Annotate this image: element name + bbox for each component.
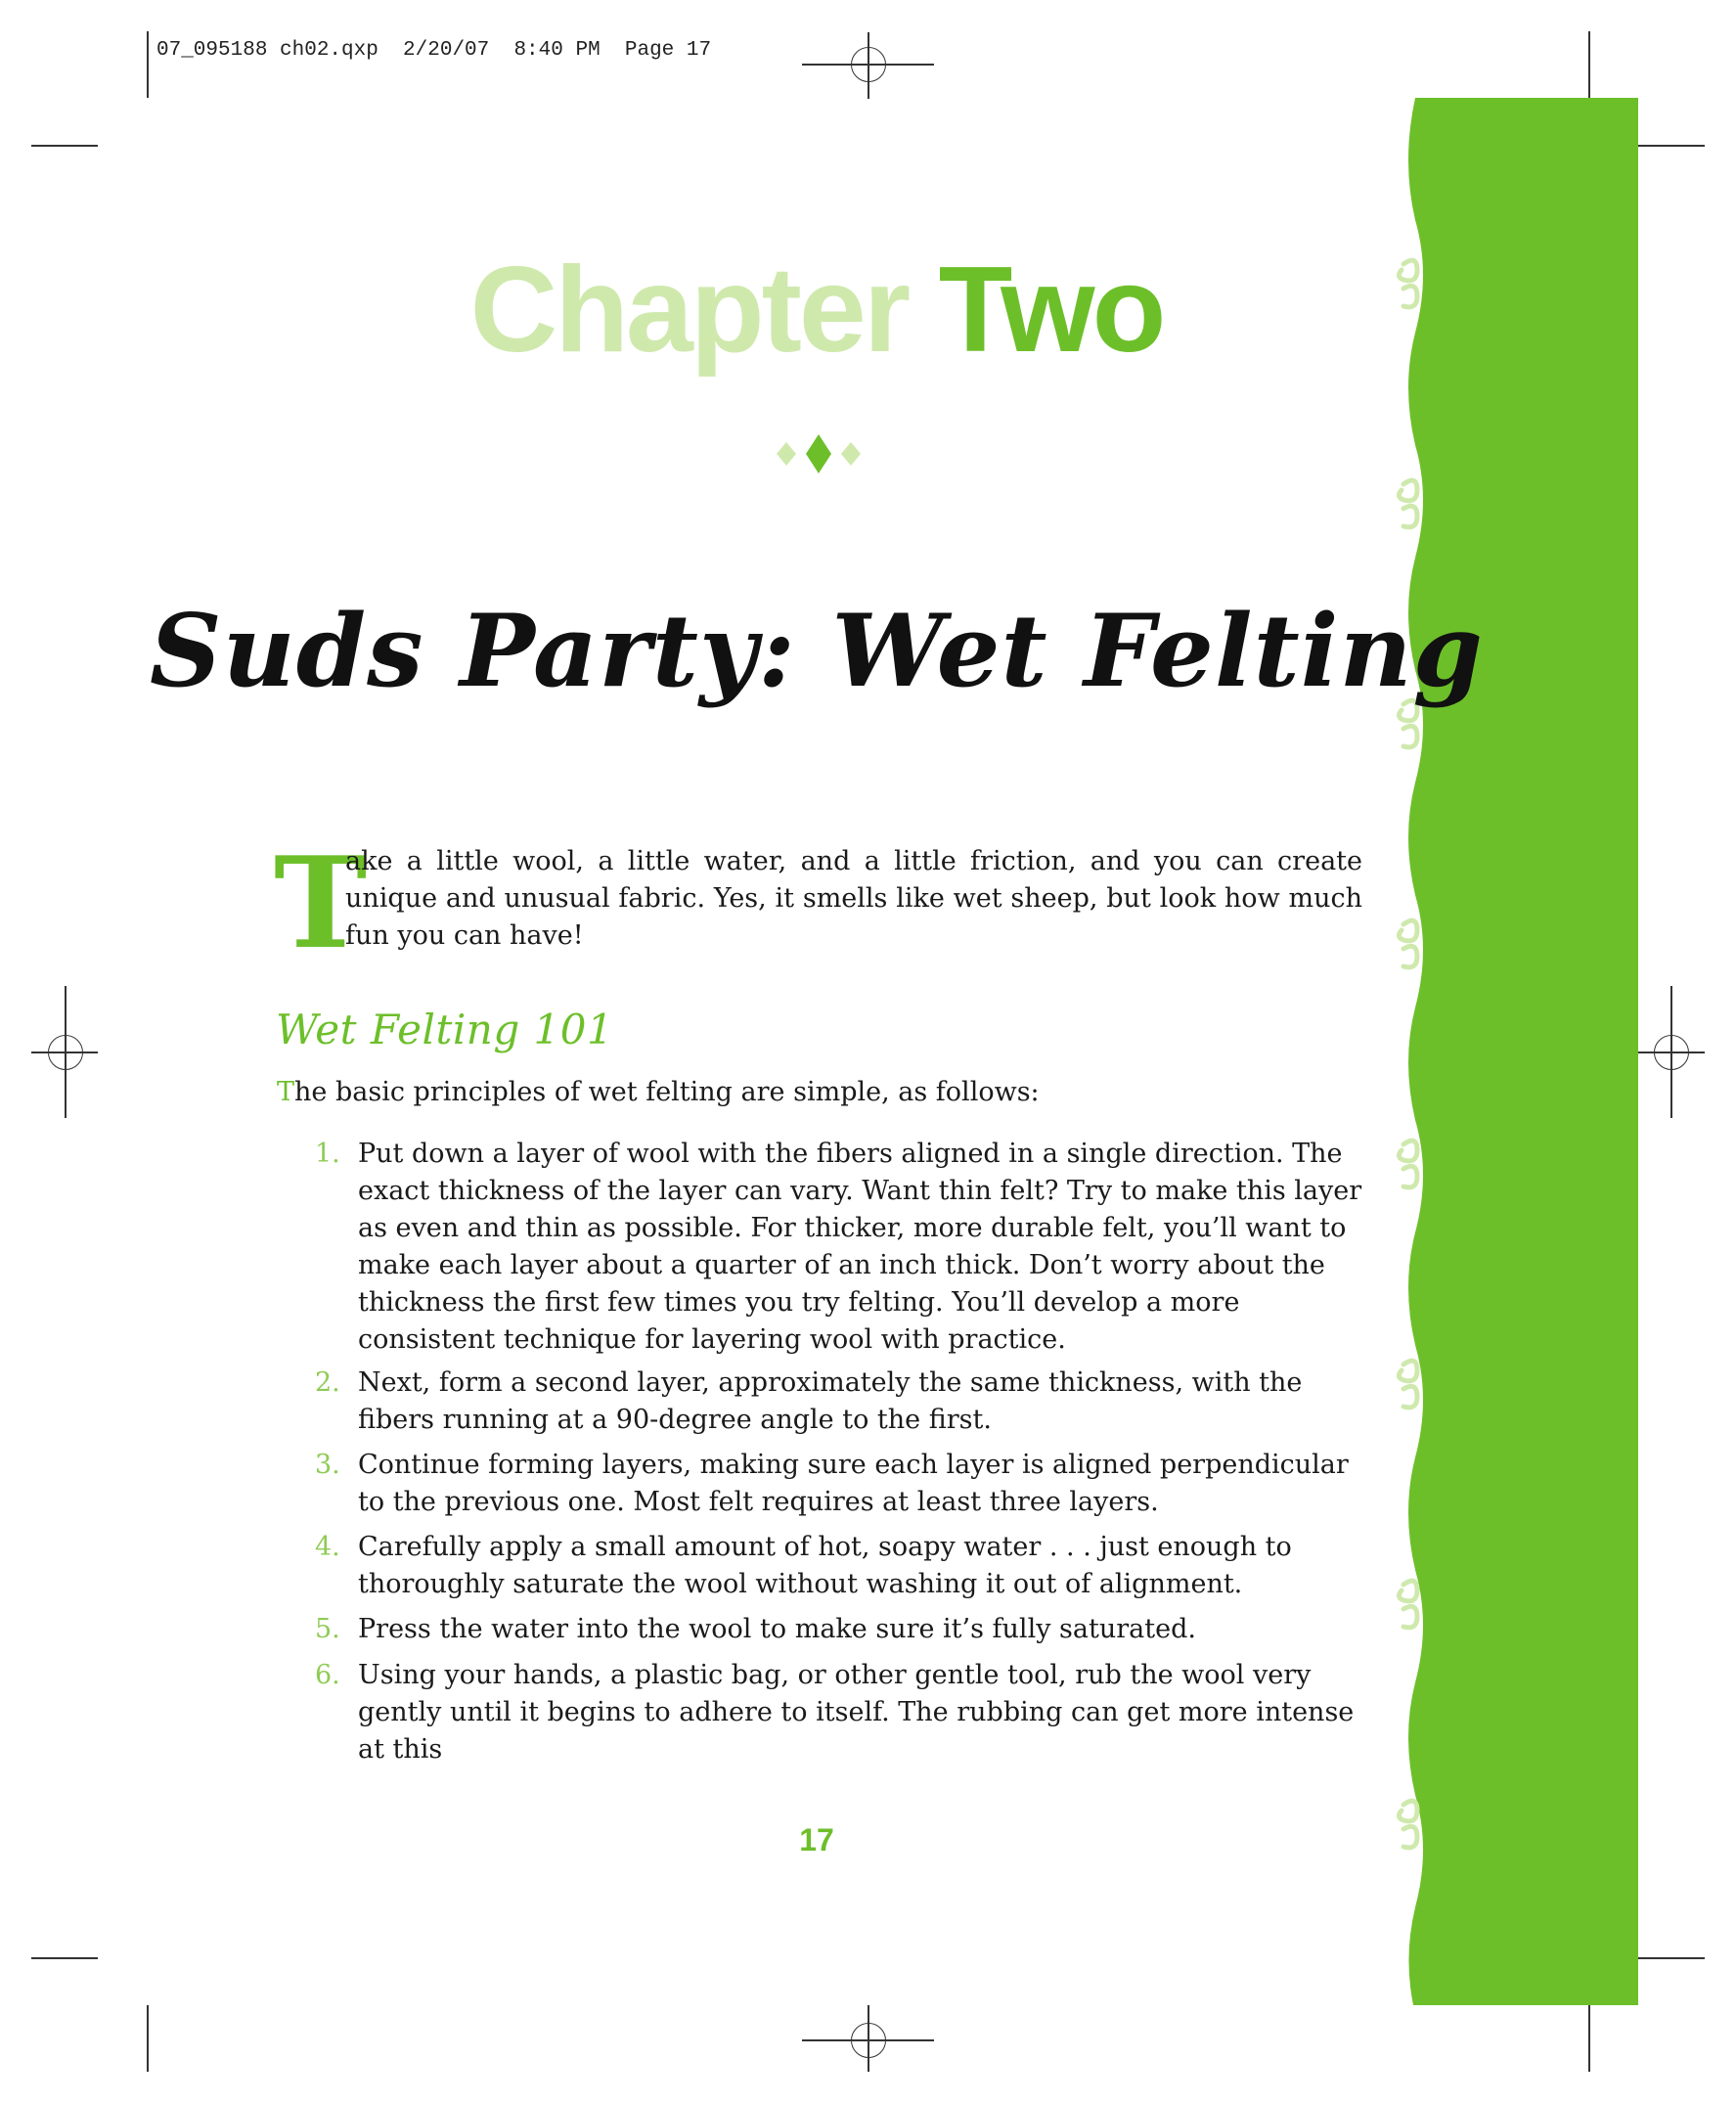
chapter-title: Suds Party: Wet Felting [150, 593, 1484, 710]
step-number: 5. [315, 1614, 340, 1644]
diamond-ornament-icon [775, 432, 863, 475]
step-number: 1. [315, 1139, 340, 1169]
step-text: Carefully apply a small amount of hot, soapy water . . . just enough to thoroughly saturate the wool without washing it out of alignment. [358, 1532, 1292, 1599]
crop-mark [147, 31, 149, 98]
crop-mark [1638, 145, 1705, 147]
step-text: Put down a layer of wool with the fibers aligned in a single direction. The exact thickness of the layer can vary. Want thin felt? Try to make this layer as even and thin as possible. For thicker, more durable felt, you’ll want to make each layer about a quarter of an inch thick. Don’t worry about the thickness the first few times you try felting. You’ll develop a more consistent technique for layering wool with practice. [358, 1139, 1362, 1355]
section-heading: Wet Felting 101 [276, 1006, 614, 1053]
step-number: 4. [315, 1532, 340, 1562]
step-text: Using your hands, a plastic bag, or other gentle tool, rub the wool very gently until it begins to adhere to itself. The rubbing can get more intense at this [358, 1660, 1355, 1765]
lead-text: he basic principles of wet felting are simple, as follows: [294, 1077, 1040, 1107]
crop-mark [1638, 1957, 1705, 1959]
crop-mark [31, 1957, 98, 1959]
print-slug: 07_095188 ch02.qxp 2/20/07 8:40 PM Page 17 [156, 39, 712, 62]
crop-mark [147, 2005, 149, 2072]
intro-paragraph: ake a little wool, a little water, and a little friction, and you can create unique and unusual fabric. Yes, it smells like wet sheep, but look how much fun you can have! [345, 846, 1362, 951]
step-number: 2. [315, 1367, 340, 1398]
chapter-label [0, 243, 1633, 378]
step-text: Press the water into the wool to make sure it’s fully saturated. [358, 1614, 1196, 1644]
step-number: 6. [315, 1660, 340, 1690]
lead-initial: T [277, 1077, 295, 1107]
page-number: 17 [799, 1822, 834, 1857]
step-number: 3. [315, 1450, 340, 1480]
crop-mark [1588, 2005, 1590, 2072]
decorative-side-band [1394, 98, 1638, 2005]
step-text: Next, form a second layer, approximately the same thickness, with the fibers running at a 90-degree angle to the first. [358, 1367, 1303, 1435]
crop-mark [31, 145, 98, 147]
chapter-number: Two [938, 243, 1164, 378]
drop-cap: T [274, 830, 368, 977]
section-lead-paragraph [277, 1074, 1353, 1111]
crop-mark [1588, 31, 1590, 98]
step-text: Continue forming layers, making sure each layer is aligned perpendicular to the previous one. Most felt requires at least three layers. [358, 1450, 1349, 1517]
chapter-word: Chapter [469, 243, 909, 378]
